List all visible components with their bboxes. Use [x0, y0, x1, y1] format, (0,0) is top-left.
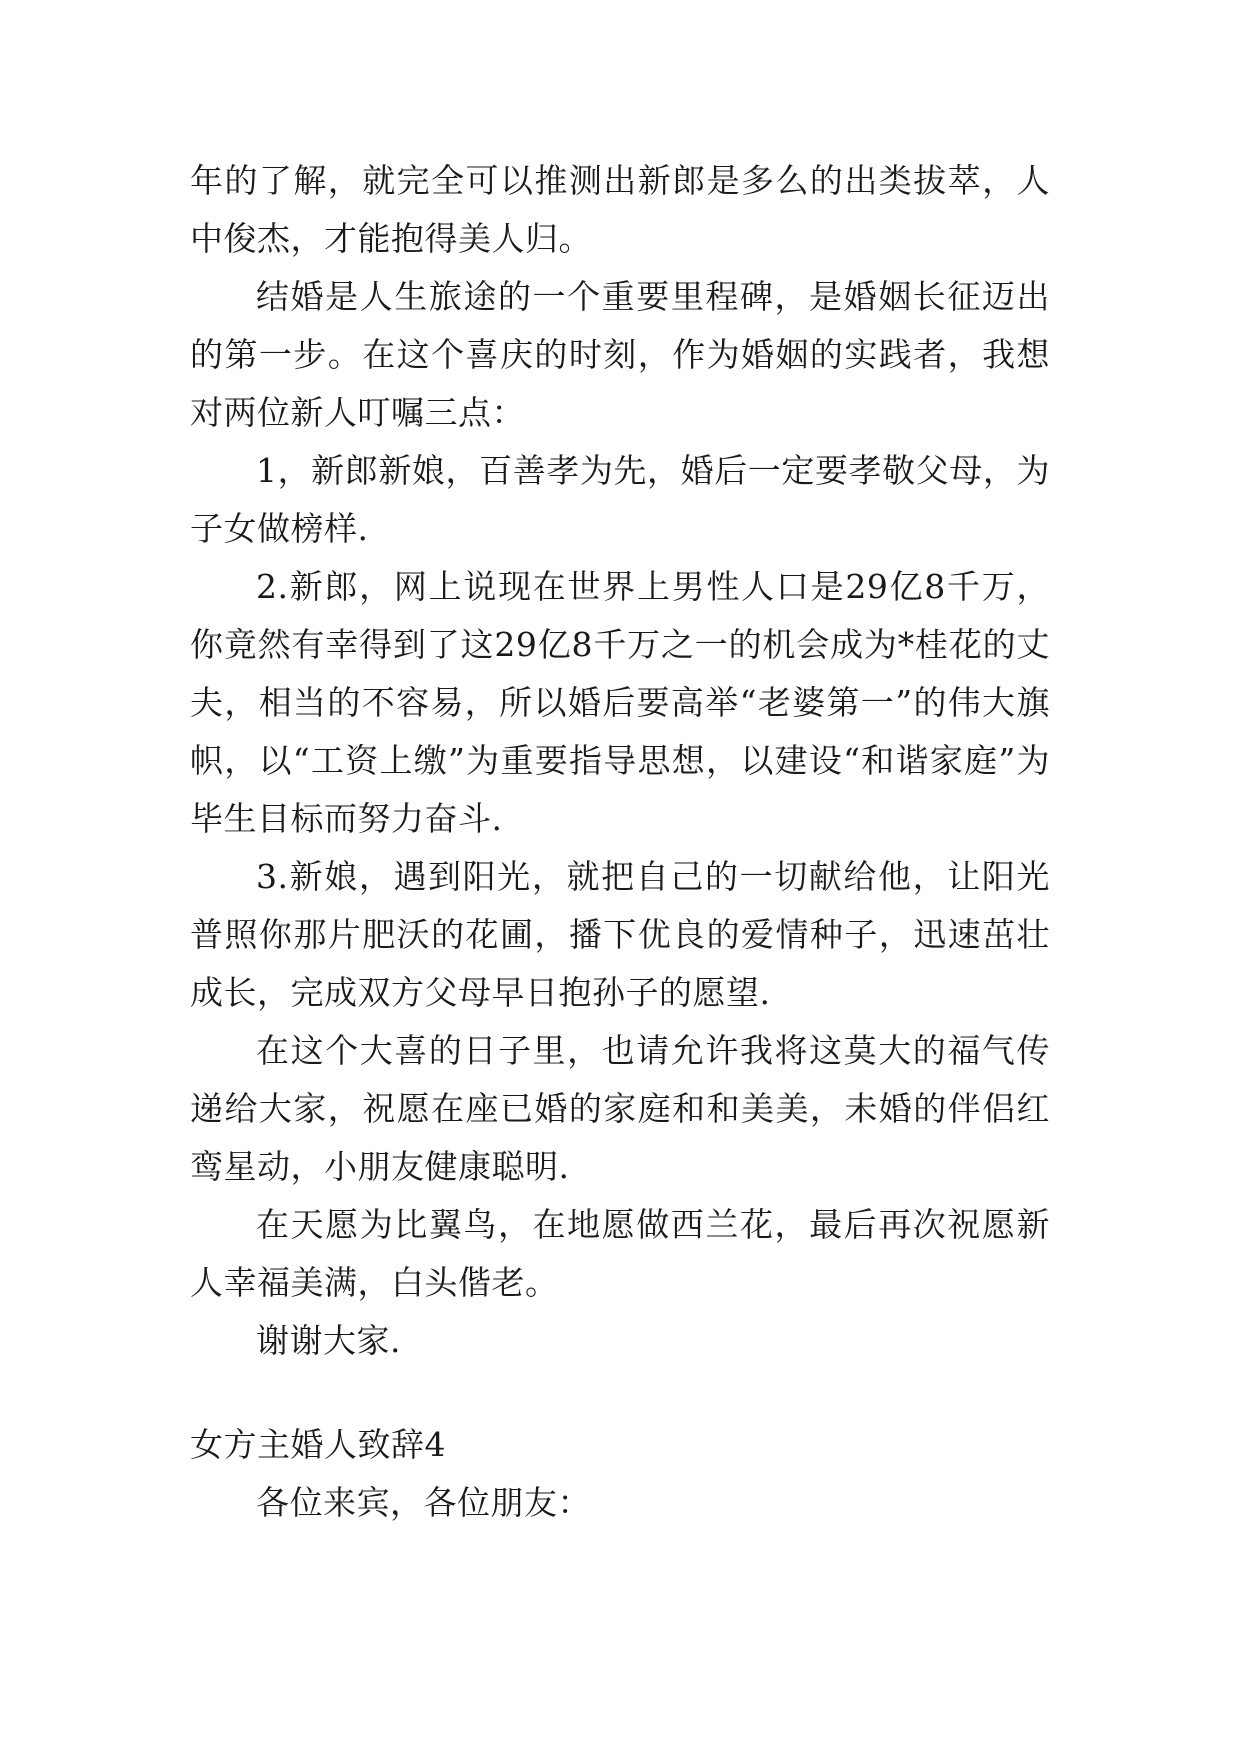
paragraph-continuation: 年的了解，就完全可以推测出新郎是多么的出类拔萃，人中俊杰，才能抱得美人归。 [190, 161, 1050, 258]
paragraph-greeting: 各位来宾，各位朋友： [256, 1483, 591, 1522]
paragraph-milestone: 结婚是人生旅途的一个重要里程碑，是婚姻长征迈出的第一步。在这个喜庆的时刻，作为婚姻的实践者，我想对两位新人叮嘱三点： [190, 277, 1050, 432]
paragraph-closing-wish: 在天愿为比翼鸟，在地愿做西兰花，最后再次祝愿新人幸福美满，白头偕老。 [190, 1205, 1050, 1302]
section-heading: 女方主婚人致辞4 [190, 1425, 446, 1464]
paragraph-blessing: 在这个大喜的日子里，也请允许我将这莫大的福气传递给大家，祝愿在座已婚的家庭和和美美，未婚的伴侣红鸾星动，小朋友健康聪明. [190, 1031, 1050, 1186]
document-page [190, 152, 1050, 1532]
paragraph-point-2: 2.新郎，网上说现在世界上男性人口是29亿8千万，你竟然有幸得到了这29亿8千万之一的机会成为*桂花的丈夫，相当的不容易，所以婚后要高举“老婆第一”的伟大旗帜，以“工资上缴”为重要指导思想，以建设“和谐家庭”为毕生目标而努力奋斗. [190, 567, 1050, 838]
paragraph-point-1: 1，新郎新娘，百善孝为先，婚后一定要孝敬父母，为子女做榜样. [190, 451, 1050, 548]
paragraph-point-3: 3.新娘，遇到阳光，就把自己的一切献给他，让阳光普照你那片肥沃的花圃，播下优良的爱情种子，迅速茁壮成长，完成双方父母早日抱孙子的愿望. [190, 857, 1050, 1012]
paragraph-thanks: 谢谢大家. [256, 1321, 401, 1360]
